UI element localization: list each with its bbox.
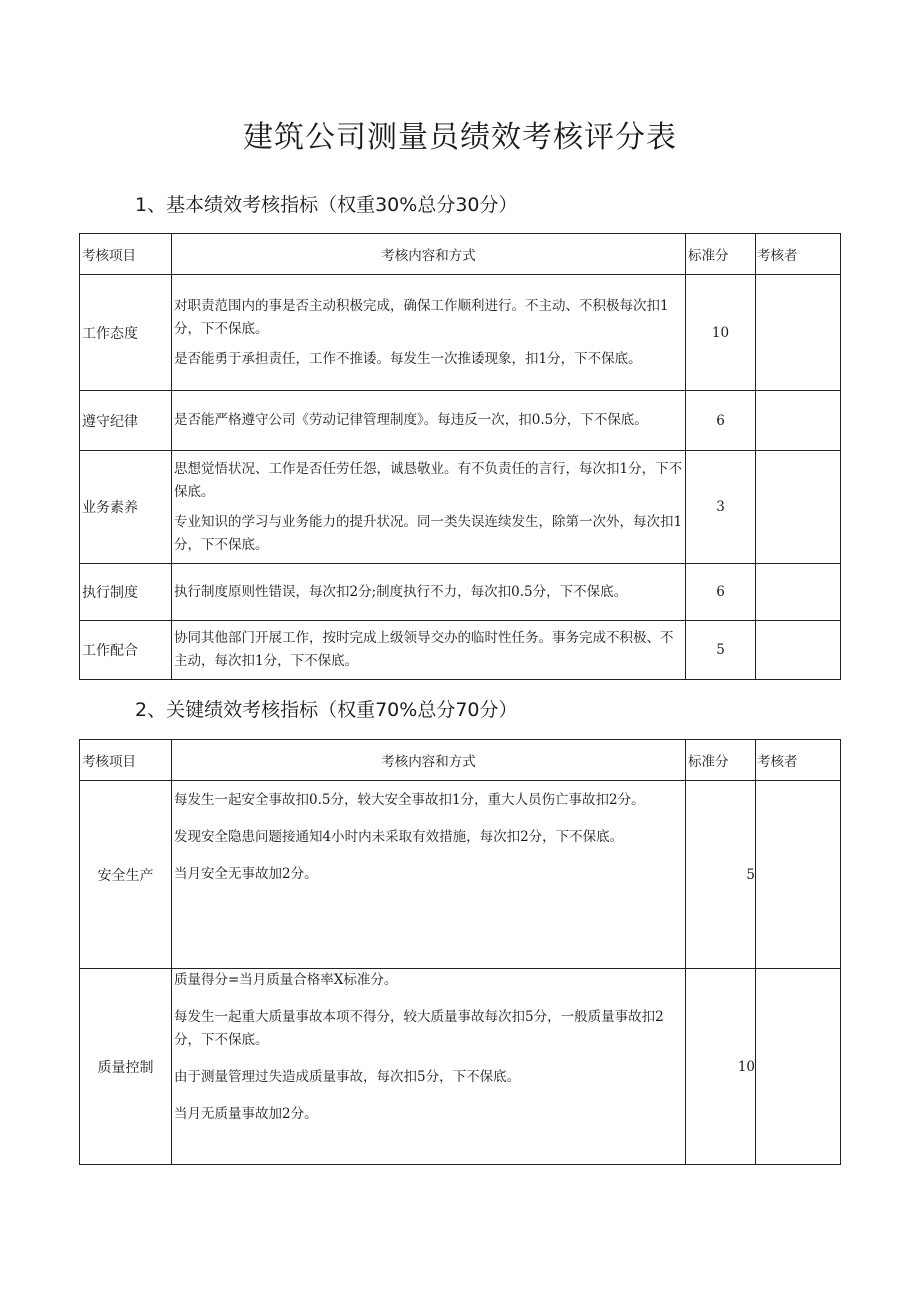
header-item: 考核项目	[80, 740, 172, 781]
table-header-row	[80, 740, 841, 781]
section-heading-key: 2、关键绩效考核指标（权重70%总分70分）	[135, 699, 518, 721]
row-item: 执行制度	[80, 564, 172, 621]
content-line: 每发生一起重大质量事故本项不得分，较大质量事故每次扣5分，一般质量事故扣2分，下不保底。	[174, 1009, 664, 1048]
content-line: 发现安全隐患问题接通知4小时内未采取有效措施，每次扣2分，下不保底。	[174, 829, 624, 845]
row-score: 5	[686, 621, 756, 680]
row-score: 6	[686, 564, 756, 621]
content-line: 协同其他部门开展工作，按时完成上级领导交办的临时性任务。事务完成不积极、不主动，每次扣1分，下不保底。	[174, 630, 674, 669]
row-item: 安全生产	[80, 781, 172, 969]
table-row	[80, 969, 841, 1165]
row-assessor[interactable]	[756, 564, 841, 621]
header-score: 标准分	[686, 234, 756, 275]
table-row	[80, 391, 841, 451]
section-heading-basic: 1、基本绩效考核指标（权重30%总分30分）	[135, 194, 518, 216]
header-assessor: 考核者	[756, 740, 841, 781]
row-score: 10	[686, 275, 756, 391]
row-item: 工作配合	[80, 621, 172, 680]
content-line: 对职责范围内的事是否主动积极完成，确保工作顺利进行。不主动、不积极每次扣1分，下不保底。	[174, 297, 669, 337]
row-score: 10	[686, 969, 756, 1165]
row-assessor[interactable]	[756, 969, 841, 1165]
header-assessor: 考核者	[756, 234, 841, 275]
row-content	[172, 451, 686, 564]
row-item: 质量控制	[80, 969, 172, 1165]
row-score: 5	[686, 781, 756, 969]
row-item: 业务素养	[80, 451, 172, 564]
row-content	[172, 621, 686, 680]
row-content	[172, 275, 686, 391]
row-score: 3	[686, 451, 756, 564]
content-line: 执行制度原则性错误，每次扣2分;制度执行不力，每次扣0.5分，下不保底。	[174, 583, 628, 600]
content-line: 当月安全无事故加2分。	[174, 866, 318, 882]
header-content: 考核内容和方式	[172, 740, 686, 781]
table-header-row	[80, 234, 841, 275]
row-assessor[interactable]	[756, 275, 841, 391]
content-line: 专业知识的学习与业务能力的提升状况。同一类失误连续发生，除第一次外，每次扣1分，下不保底。	[174, 513, 683, 553]
page-title: 建筑公司测量员绩效考核评分表	[243, 120, 677, 155]
row-assessor[interactable]	[756, 451, 841, 564]
header-content: 考核内容和方式	[172, 234, 686, 275]
row-assessor[interactable]	[756, 621, 841, 680]
header-item: 考核项目	[80, 234, 172, 275]
header-score: 标准分	[686, 740, 756, 781]
row-content	[172, 564, 686, 621]
row-assessor[interactable]	[756, 391, 841, 451]
row-content	[172, 781, 686, 969]
content-line: 是否能严格遵守公司《劳动记律管理制度》。每违反一次，扣0.5分，下不保底。	[174, 412, 648, 428]
basic-kpi-table	[79, 233, 841, 680]
content-line: 质量得分=当月质量合格率X标准分。	[174, 972, 398, 988]
table-row	[80, 621, 841, 680]
table-row	[80, 564, 841, 621]
row-content	[172, 969, 686, 1165]
row-score: 6	[686, 391, 756, 451]
table-row	[80, 275, 841, 391]
key-kpi-table	[79, 739, 841, 1165]
row-item: 遵守纪律	[80, 391, 172, 451]
row-content	[172, 391, 686, 451]
content-line: 每发生一起安全事故扣0.5分，较大安全事故扣1分，重大人员伤亡事故扣2分。	[174, 792, 645, 808]
table-row	[80, 451, 841, 564]
content-line: 当月无质量事故加2分。	[174, 1106, 318, 1122]
table-row	[80, 781, 841, 969]
content-line: 是否能勇于承担责任，工作不推诿。每发生一次推诿现象，扣1分，下不保底。	[174, 350, 642, 367]
row-assessor[interactable]	[756, 781, 841, 969]
content-line: 由于测量管理过失造成质量事故，每次扣5分，下不保底。	[174, 1069, 521, 1085]
row-item: 工作态度	[80, 275, 172, 391]
content-line: 思想觉悟状况、工作是否任劳任怨，诚恳敬业。有不负责任的言行，每次扣1分，下不保底。	[174, 460, 683, 500]
